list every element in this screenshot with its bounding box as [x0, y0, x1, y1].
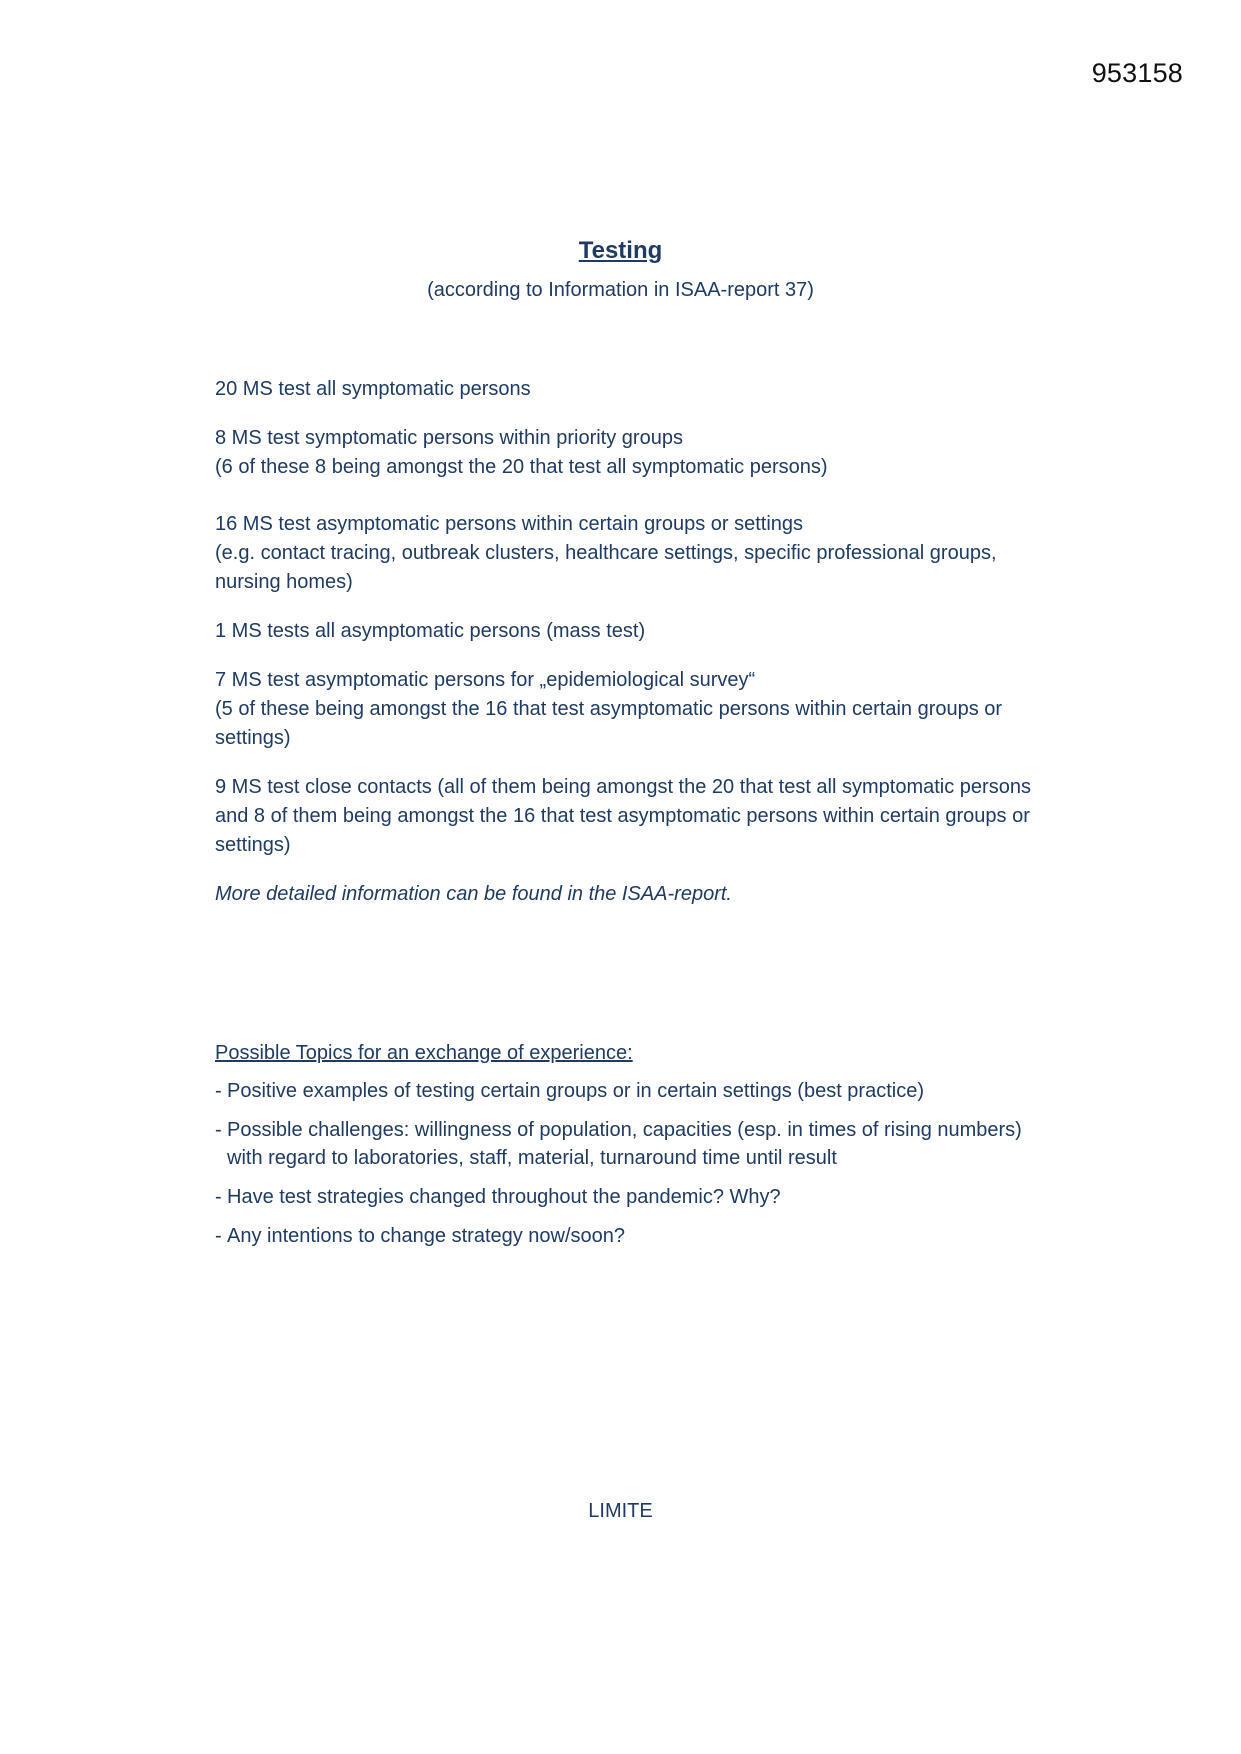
document-number: 953158 — [1091, 58, 1183, 88]
paragraph-line: 1 MS tests all asymptomatic persons (mass test) — [215, 620, 646, 642]
paragraph-symptomatic-priority — [215, 424, 1035, 482]
page-subtitle: (according to Information in ISAA-report 37) — [427, 279, 814, 301]
dash-bullet: - — [215, 1119, 222, 1141]
classification-footer: LIMITE — [588, 1500, 653, 1522]
list-item — [215, 1116, 1035, 1172]
dash-bullet: - — [215, 1225, 222, 1247]
paragraph-line: (e.g. contact tracing, outbreak clusters, healthcare settings, specific professional groups, nursing homes) — [215, 542, 997, 593]
list-item — [215, 1222, 1035, 1250]
topics-heading: Possible Topics for an exchange of experience: — [215, 1042, 633, 1064]
paragraph-line: 8 MS test symptomatic persons within priority groups — [215, 427, 683, 449]
page-title: Testing — [578, 237, 663, 264]
detail-note: More detailed information can be found in the ISAA-report. — [215, 883, 732, 905]
paragraph-line: (6 of these 8 being amongst the 20 that test all symptomatic persons) — [215, 456, 828, 478]
topic-text: Possible challenges: willingness of population, capacities (esp. in times of rising numbers) with regard to laboratories, staff, material, turnaround time until result — [227, 1119, 1022, 1169]
dash-bullet: - — [215, 1080, 222, 1102]
topics-section — [215, 1039, 1035, 1261]
topic-text: Any intentions to change strategy now/soon? — [227, 1225, 626, 1247]
testing-summary — [215, 375, 1035, 909]
paragraph-line: 7 MS test asymptomatic persons for „epidemiological survey“ — [215, 669, 756, 691]
paragraph-line: 9 MS test close contacts (all of them being amongst the 20 that test all symptomatic persons and 8 of them being amongst the 16 that test asymptomatic persons within certain groups or settings) — [215, 776, 1031, 856]
paragraph-epidemiological-survey — [215, 666, 1035, 753]
paragraph-line: (5 of these being amongst the 16 that test asymptomatic persons within certain groups or settings) — [215, 698, 1003, 749]
paragraph-line: 16 MS test asymptomatic persons within certain groups or settings — [215, 513, 804, 535]
title-block — [0, 237, 1241, 302]
dash-bullet: - — [215, 1186, 222, 1208]
paragraph-mass-test — [215, 617, 1035, 646]
paragraph-close-contacts — [215, 773, 1035, 860]
paragraph-symptomatic-all — [215, 375, 1035, 404]
paragraph-line: 20 MS test all symptomatic persons — [215, 378, 531, 400]
topic-list — [215, 1077, 1035, 1250]
topic-text: Positive examples of testing certain groups or in certain settings (best practice) — [227, 1080, 924, 1102]
list-item — [215, 1183, 1035, 1211]
paragraph-asymptomatic-groups — [215, 510, 1035, 597]
topic-text: Have test strategies changed throughout the pandemic? Why? — [227, 1186, 781, 1208]
list-item — [215, 1077, 1035, 1105]
